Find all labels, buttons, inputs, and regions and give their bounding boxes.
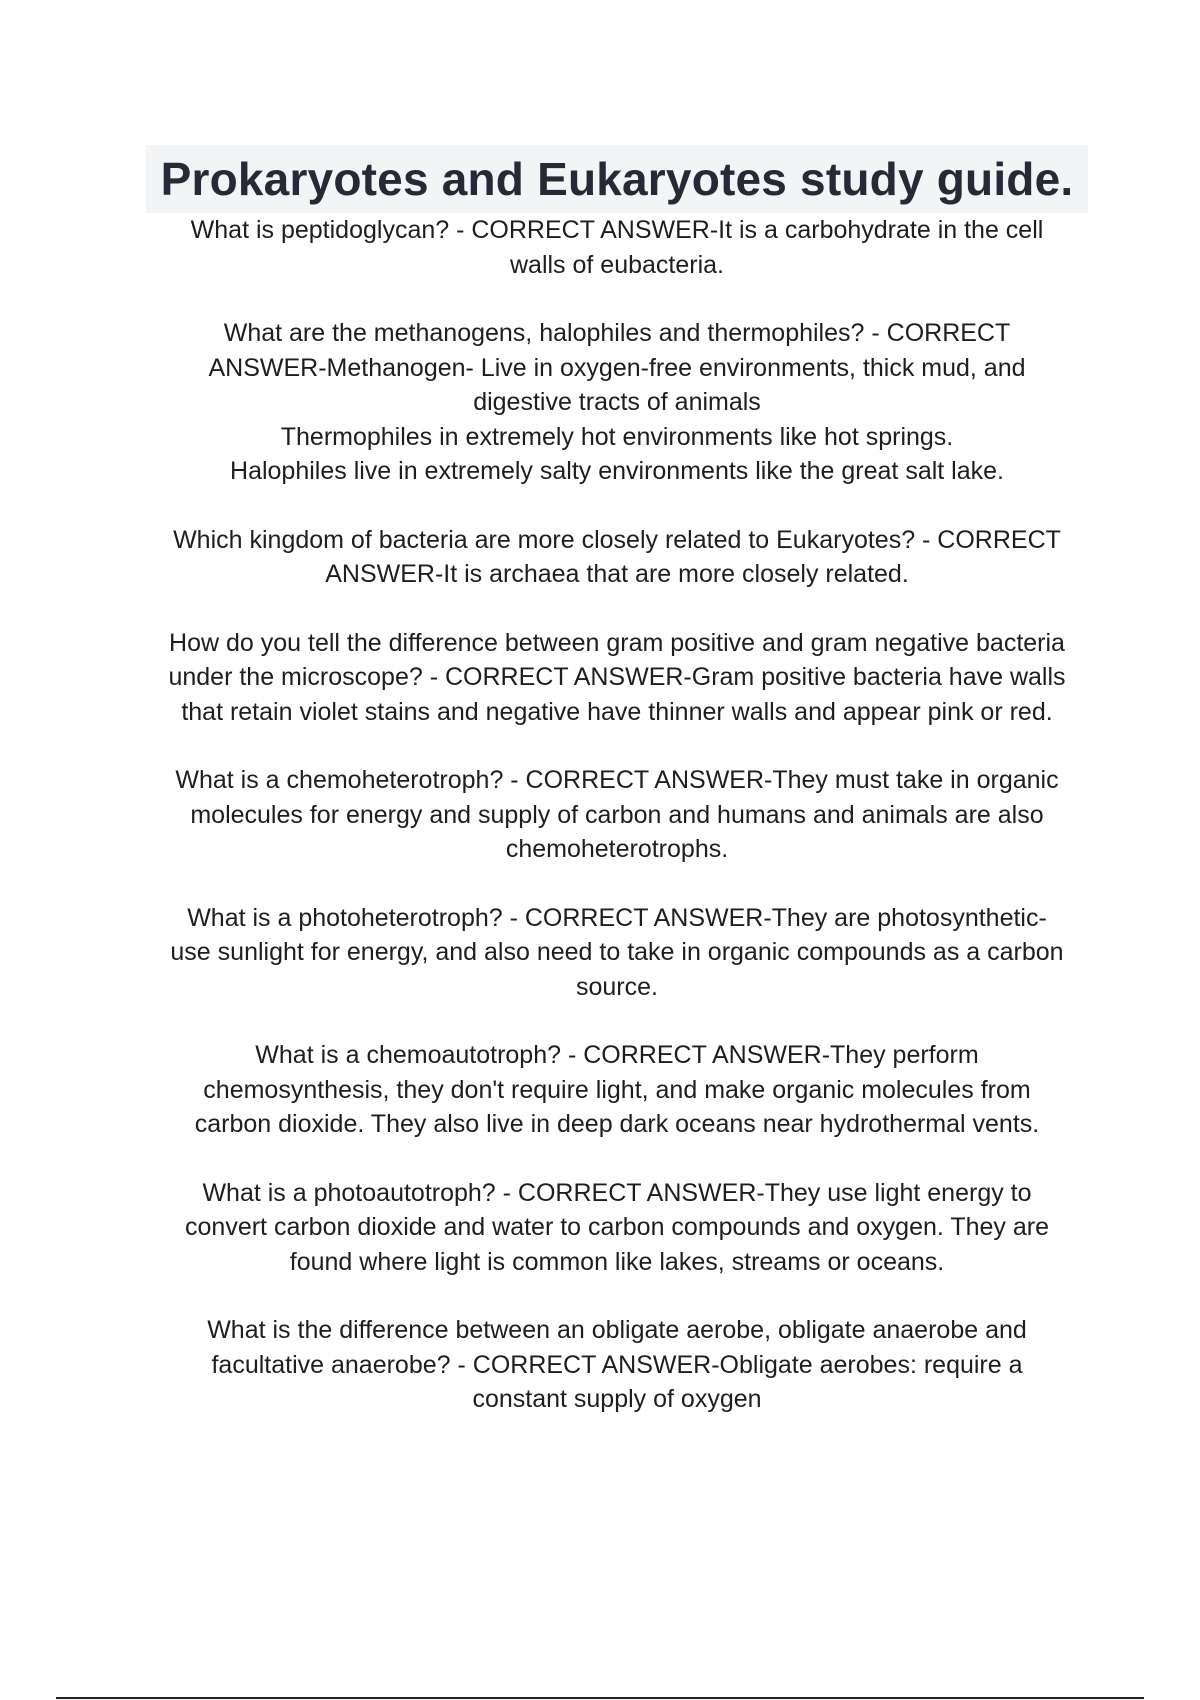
qa-line: constant supply of oxygen <box>472 1385 762 1413</box>
qa-line: What is peptidoglycan? - CORRECT ANSWER-It is a carbohydrate in the cell <box>190 216 1044 244</box>
footer-divider <box>56 1697 1144 1699</box>
qa-item <box>140 523 1094 592</box>
qa-item <box>140 626 1094 730</box>
qa-line: source. <box>576 972 658 1001</box>
qa-line: facultative anaerobe? - CORRECT ANSWER-Obligate aerobes: require a <box>211 1350 1023 1379</box>
qa-line: What is a photoautotroph? - CORRECT ANSWER-They use light energy to <box>202 1178 1032 1207</box>
qa-line: How do you tell the difference between gram positive and gram negative bacteria <box>169 628 1065 657</box>
qa-line: convert carbon dioxide and water to carbon compounds and oxygen. They are <box>185 1213 1049 1241</box>
qa-line: What is a chemoheterotroph? - CORRECT ANSWER-They must take in organic <box>175 766 1059 794</box>
qa-line: carbon dioxide. They also live in deep dark oceans near hydrothermal vents. <box>194 1110 1040 1138</box>
qa-line: What is a chemoautotroph? - CORRECT ANSWER-They perform <box>255 1041 979 1069</box>
page-title: Prokaryotes and Eukaryotes study guide. <box>160 153 1074 205</box>
qa-line: use sunlight for energy, and also need to take in organic compounds as a carbon <box>170 938 1064 966</box>
qa-line: What are the methanogens, halophiles and thermophiles? - CORRECT <box>223 319 1011 347</box>
qa-line: Thermophiles in extremely hot environments like hot springs. <box>280 422 954 451</box>
qa-item <box>140 763 1094 867</box>
qa-item <box>140 1176 1094 1280</box>
qa-line: chemosynthesis, they don't require light, and make organic molecules from <box>203 1075 1031 1104</box>
qa-item <box>140 316 1094 489</box>
qa-line: found where light is common like lakes, streams or oceans. <box>289 1247 945 1276</box>
qa-item <box>140 1313 1094 1417</box>
qa-line: ANSWER-Methanogen- Live in oxygen-free environments, thick mud, and <box>208 353 1026 382</box>
title-banner <box>146 145 1088 213</box>
qa-line: under the microscope? - CORRECT ANSWER-Gram positive bacteria have walls <box>168 663 1066 691</box>
qa-list <box>140 213 1094 1451</box>
qa-item <box>140 1038 1094 1142</box>
qa-line: What is the difference between an obligate aerobe, obligate anaerobe and <box>207 1316 1027 1344</box>
qa-line: molecules for energy and supply of carbon and humans and animals are also <box>190 800 1044 829</box>
qa-line: chemoheterotrophs. <box>505 835 729 863</box>
qa-item <box>140 901 1094 1005</box>
qa-line: digestive tracts of animals <box>473 388 761 416</box>
qa-line: walls of eubacteria. <box>509 250 724 279</box>
qa-line: that retain violet stains and negative have thinner walls and appear pink or red. <box>181 697 1053 726</box>
qa-line: ANSWER-It is archaea that are more closely related. <box>325 560 909 588</box>
qa-line: Halophiles live in extremely salty environments like the great salt lake. <box>230 457 1004 485</box>
qa-line: Which kingdom of bacteria are more closely related to Eukaryotes? - CORRECT <box>173 525 1061 554</box>
qa-line: What is a photoheterotroph? - CORRECT ANSWER-They are photosynthetic- <box>187 903 1047 932</box>
qa-item <box>140 213 1094 282</box>
